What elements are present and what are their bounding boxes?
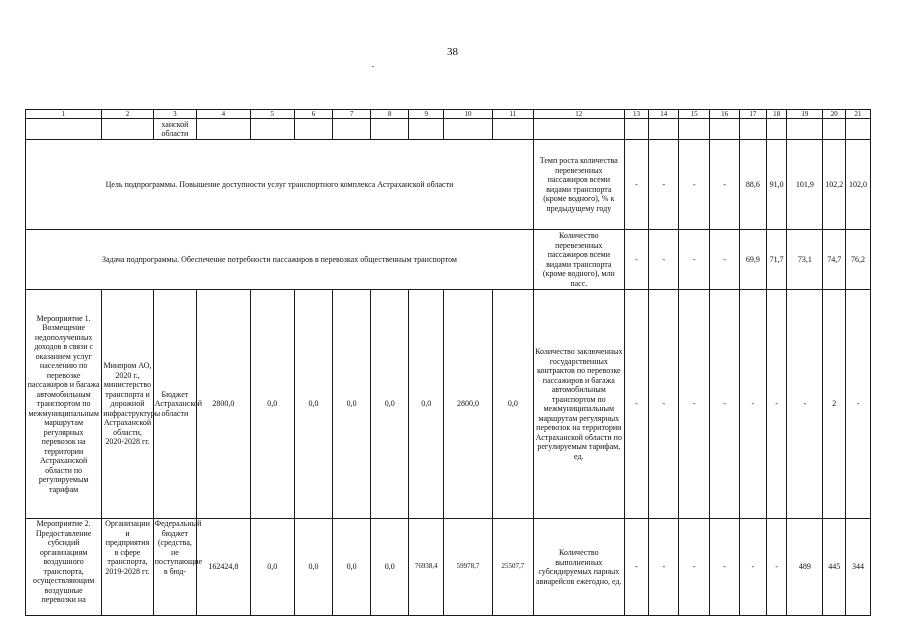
table-cell: - xyxy=(740,519,767,616)
col-header: 14 xyxy=(649,110,679,119)
table-cell xyxy=(371,119,409,140)
table-cell: - xyxy=(624,230,649,290)
table-cell: 73,1 xyxy=(787,230,823,290)
table-cell: 71,7 xyxy=(766,230,787,290)
executor-cell: Организации и предприятия в сфере транспорта, 2019-2028 гг. xyxy=(102,519,154,616)
table-cell: - xyxy=(624,290,649,519)
page-number: 38 xyxy=(447,46,458,58)
col-header: 20 xyxy=(823,110,846,119)
table-cell: - xyxy=(624,519,649,616)
table-cell: 101,9 xyxy=(787,140,823,230)
table-cell: - xyxy=(710,519,740,616)
measure-row xyxy=(26,519,871,616)
table-cell: 25507,7 xyxy=(492,519,533,616)
col-header: 9 xyxy=(409,110,444,119)
table-cell: 102,0 xyxy=(846,140,871,230)
table-cell xyxy=(710,119,740,140)
table-cell: 0,0 xyxy=(333,290,371,519)
task-row xyxy=(26,230,871,290)
table-cell: - xyxy=(710,140,740,230)
table-cell: 74,7 xyxy=(823,230,846,290)
table-cell: 0,0 xyxy=(333,519,371,616)
table-cell xyxy=(102,119,154,140)
indicator-cell: Количество заключенных государственных контрактов по перевозке пассажиров и багажа автомобильным транспортом по межмуниципальным маршрутам регулярных перевозок на территории Астраханской области по регулируемым тарифам, ед. xyxy=(533,290,624,519)
table-cell: - xyxy=(740,290,767,519)
table-cell: 69,9 xyxy=(740,230,767,290)
table-cell: 445 xyxy=(823,519,846,616)
indicator-cell: Количество перевезенных пассажиров всеми видами транспорта (кроме водного), млн пасс. xyxy=(533,230,624,290)
table-cell: - xyxy=(710,230,740,290)
col-header: 3 xyxy=(153,110,196,119)
table-cell: - xyxy=(710,290,740,519)
subprogram-task: Задача подпрограммы. Обеспечение потребности пассажиров в перевозках общественным транспортом xyxy=(26,230,534,290)
table-cell xyxy=(250,119,294,140)
table-cell: 0,0 xyxy=(294,519,332,616)
col-header: 13 xyxy=(624,110,649,119)
table-cell: - xyxy=(766,290,787,519)
table-cell: - xyxy=(787,290,823,519)
col-header: 19 xyxy=(787,110,823,119)
col-header: 6 xyxy=(294,110,332,119)
table-cell xyxy=(679,119,710,140)
col-header: 21 xyxy=(846,110,871,119)
table-cell xyxy=(444,119,492,140)
table-cell xyxy=(409,119,444,140)
table-cell xyxy=(649,119,679,140)
col-header: 17 xyxy=(740,110,767,119)
indicator-cell: Количество выполненных субсидируемых парных авиарейсов ежегодно, ед. xyxy=(533,519,624,616)
col-header: 16 xyxy=(710,110,740,119)
table-cell: 0,0 xyxy=(371,290,409,519)
scan-speck xyxy=(372,66,374,67)
col-header: 5 xyxy=(250,110,294,119)
table-cell: - xyxy=(679,519,710,616)
table-cell: 489 xyxy=(787,519,823,616)
table-cell: 91,0 xyxy=(766,140,787,230)
table-cell xyxy=(740,119,767,140)
table-cell: - xyxy=(846,290,871,519)
col-header: 15 xyxy=(679,110,710,119)
table-cell xyxy=(533,119,624,140)
table-cell: 0,0 xyxy=(492,290,533,519)
table-cell: - xyxy=(679,230,710,290)
table-cell: - xyxy=(649,230,679,290)
table-cell: ханской области xyxy=(153,119,196,140)
table-cell: 0,0 xyxy=(371,519,409,616)
table-cell: 2 xyxy=(823,290,846,519)
col-header: 7 xyxy=(333,110,371,119)
header-row xyxy=(26,110,871,119)
funding-source: Бюджет Астраханской области xyxy=(153,290,196,519)
col-header: 1 xyxy=(26,110,102,119)
indicator-cell: Темп роста количества перевезенных пассажиров всеми видами транспорта (кроме водного), % к предыдущему году xyxy=(533,140,624,230)
table-cell: 0,0 xyxy=(250,519,294,616)
table-cell: - xyxy=(679,140,710,230)
table-cell: - xyxy=(649,290,679,519)
table-cell xyxy=(787,119,823,140)
executor-cell: Минпром АО, 2020 г., министерство транспорта и дорожной инфраструктуры Астраханской области, 2020-2028 гг. xyxy=(102,290,154,519)
funding-source: Федеральный бюджет (средства, не поступающие в бюд- xyxy=(153,519,196,616)
table-cell xyxy=(197,119,251,140)
subprogram-goal: Цель подпрограммы. Повышение доступности услуг транспортного комплекса Астраханской области xyxy=(26,140,534,230)
table-cell: 2800,0 xyxy=(197,290,251,519)
measure-row xyxy=(26,290,871,519)
program-table xyxy=(25,109,871,616)
col-header: 11 xyxy=(492,110,533,119)
table-cell xyxy=(26,119,102,140)
table-cell: 0,0 xyxy=(250,290,294,519)
table-cell xyxy=(492,119,533,140)
col-header: 4 xyxy=(197,110,251,119)
table-cell: - xyxy=(649,140,679,230)
table-cell: - xyxy=(624,140,649,230)
table-cell: 162424,8 xyxy=(197,519,251,616)
table-cell xyxy=(294,119,332,140)
col-header: 12 xyxy=(533,110,624,119)
table-cell: 0,0 xyxy=(294,290,332,519)
table-cell: 344 xyxy=(846,519,871,616)
col-header: 10 xyxy=(444,110,492,119)
table-cell: - xyxy=(679,290,710,519)
goal-row xyxy=(26,140,871,230)
col-header: 18 xyxy=(766,110,787,119)
table-cell: 88,6 xyxy=(740,140,767,230)
table-cell xyxy=(333,119,371,140)
table-cell: - xyxy=(649,519,679,616)
table-cell xyxy=(846,119,871,140)
table-cell: 102,2 xyxy=(823,140,846,230)
table-cell xyxy=(823,119,846,140)
table-cell: 76,2 xyxy=(846,230,871,290)
table-cell: 59978,7 xyxy=(444,519,492,616)
table-cell: - xyxy=(766,519,787,616)
table-row xyxy=(26,119,871,140)
col-header: 8 xyxy=(371,110,409,119)
table-cell: 76938,4 xyxy=(409,519,444,616)
table-cell xyxy=(624,119,649,140)
measure-name: Мероприятие 2. Предоставление субсидий организациям воздушного транспорта, осуществляющим воздушные перевозки на xyxy=(26,519,102,616)
table-cell: 0,0 xyxy=(409,290,444,519)
table-cell: 2800,0 xyxy=(444,290,492,519)
col-header: 2 xyxy=(102,110,154,119)
measure-name: Мероприятие 1. Возмещение недополученных доходов в связи с оказанием услуг населению по перевозке пассажиров и багажа автомобильным транспортом по межмуниципальным маршрутам регулярных перевозок на территории Астраханской области по регулируемым тарифам xyxy=(26,290,102,519)
table-cell xyxy=(766,119,787,140)
